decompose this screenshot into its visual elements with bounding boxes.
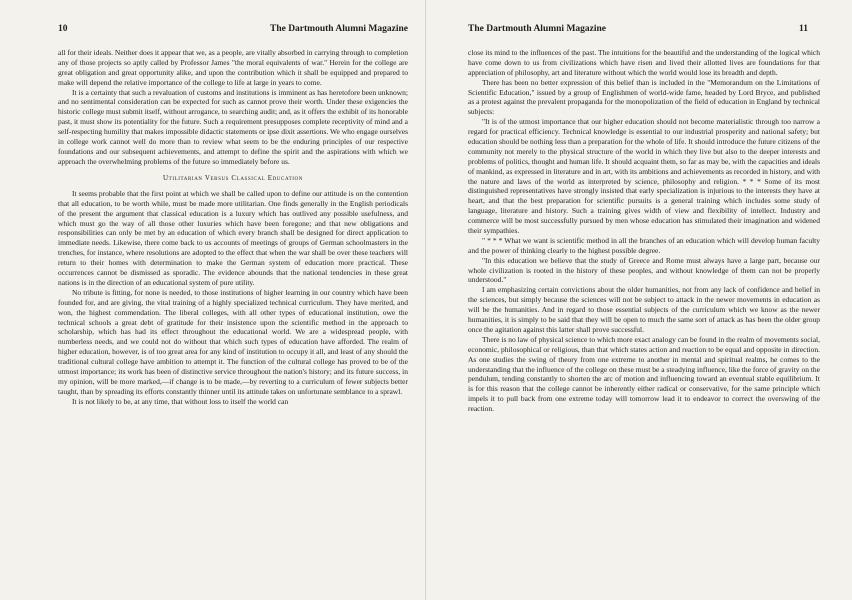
paragraph: It seems probable that the first point at which we shall be called upon to define our attitude is on the contention that all education, to be worth while, must be made more utilitarian. One finds generally in the English periodicals of the present the argument that classical education is a luxury which has outlived any possible usefulness, and which must go the way of all those other luxuries which have been foregone; and that new obligations and responsibilities can only be met by an education of which every branch shall be designed for direct application to immediate needs. Likewise, there come back to us accounts of meetings of groups of German schoolmasters in the trenches, for instance, where resolutions are adopted to the effect that when the war shall be over these teachers will return to their homes with determination to make the German system of education more practical. These occurrences cannot be dismissed as sporadic. The evidence abounds that the national tendencies in these great nations is in the direction of an educational system of pure utility. [58,188,408,287]
left-page-header [58,24,408,38]
running-head: The Dartmouth Alumni Magazine [269,24,408,34]
left-page-body [58,48,408,407]
right-page-body [468,48,820,414]
section-heading: Utilitarian Versus Classical Education [163,173,303,182]
quote-paragraph: "It is of the utmost importance that our higher education should not become materialistic through too narrow a regard for practical efficiency. Technical knowledge is essential to our industrial prosperity and national safety; but education should be nothing less than a preparation for the whole of life. It should introduce the future citizens of the community not merely to the physical structure of the world in which they live but also to the deeper interests and problems of politics, thought and human life. It should acquaint them, so far as may be, with the capacities and ideals of mankind, as expressed in literature and in art, with its ambitions and achievements as recorded in history, and with the nature and laws of the world as interpreted by science, philosophy and religion. * * * Some of its most distinguished representatives have strongly insisted that early specialization is injurious to the interests they have at heart, and that the best preparation for scientific pursuits is a general training which includes some study of language, literature and history. Such a training gives width of view and flexibility of intellect. Industry and commerce will be most successfully pursued by men whose education has stimulated their imagination and widened their sympathies. [468,117,820,236]
quote-paragraph: " * * * What we want is scientific method in all the branches of an education which will develop human faculty and the power of thinking clearly to the highest possible degree. [468,235,820,255]
right-page-header [468,24,808,38]
paragraph: It is not likely to be, at any time, that without loss to itself the world can [72,396,289,406]
paragraph: There has been no better expression of this belief than is included in the "Memorandum on the Limitations of Scientific Education," issued by a group of Englishmen of world-wide fame, headed by Lord Bryce, and published as a protest against the prevalent propaganda for the monopolization of the field of education in England by technical subjects: [468,77,820,117]
paragraph: It is a certainty that such a revaluation of customs and institutions is imminent as has heretofore been unknown; and no sentimental consideration can be expected for such as cannot prove their worth. Under these exigencies the historic college must submit itself, without arrogance, to searching audit; and, as it offers the exhibit of its honorable past, it must show its potentiality for the future. Such a requirement presupposes complete receptivity of mind and a self-respecting humility that makes impossible didactic statements or ipse dixit assertions. We who engage ourselves in college work cannot well do more than to review what seem to be the enduring principles of our respective foundations and our subsequent achievements, and attempt to define the spirit and the aspirations with which we approach the overwhelming problems of the future so immediately before us. [58,87,408,166]
paragraph: There is no law of physical science to which more exact analogy can be found in the realm of movements social, economic, philosophical or religious, than that which states action and reaction to be equal and opposite in direction. As one studies the swing of theory from one extreme to another in mental and spiritual realms, he comes to the understanding that the influence of the college on these must be a steadying influence, like the force of gravity on the pendulum, tending constantly to shorten the arc of motion and influencing toward an eventual stable equilibrium. It is for this reason that the college cannot be inherently either radical or conservative, for the same principle which impels it to pull back from one extreme today will tomorrow lead it to endeavor to correct the overswing of the reaction. [468,334,821,414]
right-page [426,0,852,600]
quote-paragraph: "In this education we believe that the study of Greece and Rome must always have a large part, because our whole civilization is rooted in the history of these peoples, and without knowledge of them can not be properly understood." [468,255,820,285]
paragraph: I am emphasizing certain convictions about the older humanities, not from any lack of confidence and belief in the sciences, but simply because the sciences will not be subject to attack in the newer movements in education as will be the humanities. And in regard to those essential subjects of the curriculum which we know as the newer humanities, it is simply to be said that they will be open to much the same sort of attack as has been the older group once the agitation against this latter shall prove successful. [468,285,820,334]
paragraph: all for their ideals. Neither does it appear that we, as a people, are vitally absorbed in carrying through to completion any of those projects so aptly called by Professor James "the moral equivalents of war." Herein for the college are great obligation and great opportunity alike, and upon the contribution which it shall be equipped and prepared to make will depend the relative importance of the college to life at large in years to come. [58,48,408,87]
page-number: 11 [799,24,808,34]
running-head: The Dartmouth Alumni Magazine [468,24,607,34]
paragraph: close its mind to the influences of the past. The intuitions for the beautiful and the understanding of the logical which have come down to us from civilizations which have risen and lived their allotted lives are foundations for that appreciation of philosophy, art and literature without which the world would lose its breadth and depth. [468,48,820,77]
paragraph: No tribute is fitting, for none is needed, to those institutions of higher learning in our country which have been founded for, and are giving, the vital training of a highly specialized technical curriculum. They have merited, and won, the highest commendation. The liberal colleges, with all other types of educational institution, owe the technical schools a great debt of gratitude for their insistence upon the scientific method in the approach to scholarship, which has had its effect throughout the educational world. We are a widespread people, with numberless needs, and we could not do without that which such types of education have afforded. The realm of higher education, however, is of too great area for any kind of institution to occupy it all, and least of any should the traditional cultural college have ambition to attempt it. The function of the cultural college has proved to be of the utmost importance; its work has been of distinctive service throughout the nation's history; and its future success, in my opinion, will be more marked,—if change is to be made,—by reverting to a curriculum of fewer subjects better taught, than by spreading its efforts constantly thinner until its attitude takes on unfortunate semblance to a sprawl. [58,287,408,396]
page-number: 10 [58,24,68,34]
